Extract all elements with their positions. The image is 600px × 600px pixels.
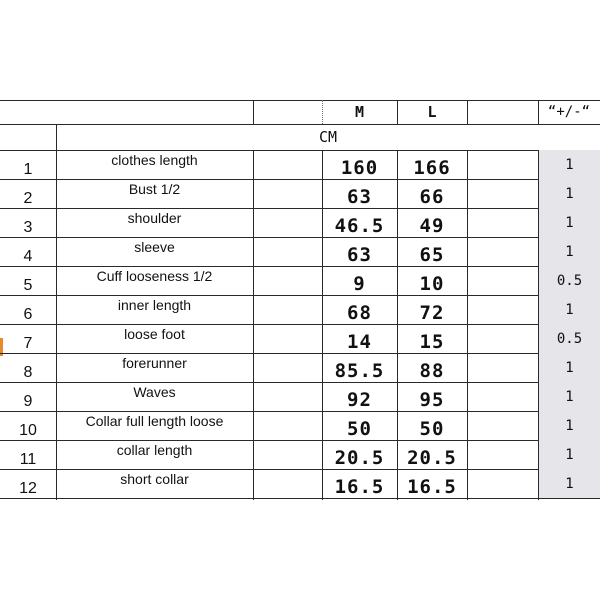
row-number: 4 <box>23 248 33 265</box>
measurement-name: Bust 1/2 <box>128 181 181 197</box>
header-size-l: L <box>427 103 437 121</box>
size-m-value: 14 <box>347 331 372 353</box>
measurement-name: forerunner <box>122 355 187 371</box>
tolerance-value: 0.5 <box>539 324 600 353</box>
grid-line <box>0 100 600 101</box>
size-l-value: 20.5 <box>407 447 457 469</box>
row-number: 5 <box>23 277 33 294</box>
size-l-value: 72 <box>419 302 445 324</box>
tolerance-value: 1 <box>539 237 600 266</box>
measurement-name: Cuff looseness 1/2 <box>96 268 213 284</box>
size-m-value: 63 <box>347 186 372 208</box>
grid-line <box>253 150 254 500</box>
size-m-value: 68 <box>347 302 372 324</box>
size-m-value: 16.5 <box>334 476 385 498</box>
row-number: 6 <box>23 306 33 323</box>
grid-line <box>467 100 468 124</box>
row-number: 8 <box>23 364 33 381</box>
tolerance-value: 1 <box>539 295 600 324</box>
row-number: 10 <box>19 422 37 439</box>
size-m-value: 160 <box>340 157 379 179</box>
row-number: 11 <box>19 451 37 468</box>
tolerance-value: 0.5 <box>539 266 600 295</box>
size-l-value: 50 <box>419 418 445 440</box>
header-tolerance: “+/-“ <box>547 104 591 120</box>
measurement-name: Collar full length loose <box>85 413 224 429</box>
tolerance-value: 1 <box>539 382 600 411</box>
row-number: 12 <box>19 480 37 497</box>
measurement-name: loose foot <box>124 326 185 342</box>
measurement-name: collar length <box>116 442 193 458</box>
row-number: 2 <box>23 190 33 207</box>
size-l-value: 166 <box>413 157 451 179</box>
tolerance-value: 1 <box>539 411 600 440</box>
size-m-value: 63 <box>347 244 372 266</box>
size-m-value: 9 <box>353 273 366 295</box>
tolerance-value: 1 <box>539 469 600 498</box>
size-m-value: 20.5 <box>334 447 385 469</box>
size-m-value: 85.5 <box>334 360 385 382</box>
measurement-name: inner length <box>117 297 192 313</box>
size-l-value: 10 <box>419 273 445 295</box>
row-number: 3 <box>23 219 33 236</box>
header-size-m: M <box>354 103 365 121</box>
measurement-name: sleeve <box>134 239 175 255</box>
size-m-value: 46.5 <box>334 215 385 237</box>
tolerance-value: 1 <box>539 150 600 179</box>
measurement-name: Waves <box>133 384 176 400</box>
tolerance-value: 1 <box>539 179 600 208</box>
grid-line <box>253 100 254 124</box>
size-l-value: 16.5 <box>407 476 457 498</box>
row-number: 7 <box>23 335 33 352</box>
size-m-value: 50 <box>347 418 372 440</box>
size-l-value: 15 <box>419 331 445 353</box>
tolerance-value: 1 <box>539 353 600 382</box>
row-number: 9 <box>23 393 33 410</box>
size-m-value: 92 <box>347 389 372 411</box>
tolerance-value: 1 <box>539 440 600 469</box>
measurement-name: shoulder <box>127 210 182 226</box>
measurement-name: short collar <box>120 471 189 487</box>
size-l-value: 66 <box>419 186 445 208</box>
size-l-value: 49 <box>419 215 445 237</box>
size-l-value: 88 <box>419 360 445 382</box>
size-l-value: 95 <box>419 389 445 411</box>
measurement-name: clothes length <box>111 152 198 168</box>
size-l-value: 65 <box>419 244 445 266</box>
header-unit: CM <box>318 128 338 146</box>
grid-line <box>467 150 468 500</box>
row-number: 1 <box>23 161 33 178</box>
tolerance-value: 1 <box>539 208 600 237</box>
